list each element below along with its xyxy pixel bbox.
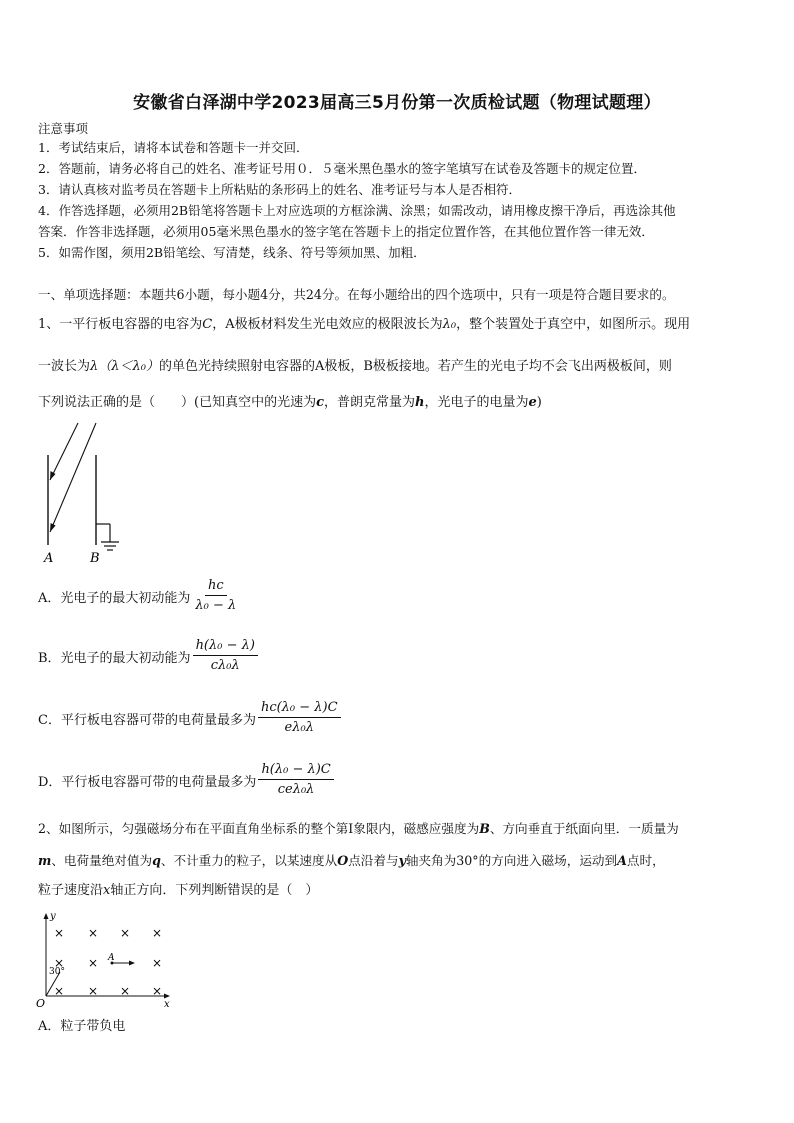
- light-ray: [50, 423, 96, 532]
- option-c[interactable]: [38, 700, 341, 736]
- fraction-denominator: eλ₀λ: [284, 720, 314, 735]
- option-b-text: B．光电子的最大初动能为: [38, 650, 191, 666]
- field-cross: ×: [88, 926, 99, 940]
- notice-item: 2．答题前，请务必将自己的姓名、准考证号用０．５毫米黑色墨水的签字笔填写在试卷及答题卡的规定位置．: [38, 161, 646, 176]
- q2-text: 轴夹角为30°的方向进入磁场，运动到: [405, 853, 618, 868]
- field-cross: ×: [88, 956, 99, 970]
- field-cross: ×: [54, 956, 65, 970]
- q2-text: 粒子速度沿: [38, 883, 104, 898]
- option-c-text: C．平行板电容器可带的电荷量最多为: [38, 712, 256, 728]
- field-cross: ×: [152, 956, 163, 970]
- q1-text: ，光电子的电量为: [424, 395, 529, 410]
- q1-text: ，普朗克常量为: [324, 395, 416, 410]
- fraction-numerator: h(λ₀ − λ)C: [258, 762, 333, 780]
- q1-text: ，整个装置处于真空中，如图所示。现用: [456, 317, 691, 332]
- q1-text: 的单色光持续照射电容器的A极板，B极板接地。若产生的光电子均不会飞出两极板间，则: [158, 359, 672, 374]
- q2-var-O: O: [337, 853, 349, 868]
- origin-label: O: [36, 997, 46, 1010]
- notice-item: 答案．作答非选择题，必须用05毫米黑色墨水的签字笔在答题卡上的指定位置作答，在其他位置作答一律无效．: [38, 224, 654, 239]
- option-c-formula: [258, 700, 341, 736]
- field-cross: ×: [120, 926, 131, 940]
- q2-line-3: [38, 882, 758, 900]
- q1-text: ): [536, 395, 542, 410]
- q1-var-C: C: [202, 317, 213, 332]
- q1-condition: （λ＜λ₀）: [98, 359, 159, 374]
- q2-var-x: x: [103, 883, 111, 898]
- notice-item: 4．作答选择题，必须用2B铅笔将答题卡上对应选项的方框涂满、涂黑；如需改动，请用橡皮擦干净后，再选涂其他: [38, 203, 676, 218]
- option-a-text: A．光电子的最大初动能为: [38, 590, 191, 606]
- q2-var-A: A: [617, 853, 627, 868]
- section-heading: 一、单项选择题：本题共6小题，每小题4分，共24分。在每小题给出的四个选项中，只有一项是符合题目要求的。: [38, 287, 675, 302]
- option-d-formula: [258, 762, 333, 798]
- q2-text: 点沿着与: [348, 853, 399, 868]
- q1-var-lambda0: λ₀: [442, 317, 457, 332]
- q2-option-a[interactable]: A．粒子带负电: [38, 1019, 126, 1034]
- q1-text: ，A极板材料发生光电效应的极限波长为: [212, 317, 443, 332]
- q1-var-e: e: [528, 395, 537, 410]
- page-title: 安徽省白泽湖中学2023届高三5月份第一次质检试题（物理试题理）: [133, 93, 661, 113]
- q2-line-2: [38, 852, 758, 870]
- fraction-numerator: hc(λ₀ − λ)C: [258, 700, 341, 718]
- fraction-denominator: ceλ₀λ: [277, 782, 315, 797]
- q2-var-B: B: [479, 821, 490, 836]
- q2-text: 、不计重力的粒子，以某速度从: [160, 853, 338, 868]
- q1-var-lambda: λ: [90, 359, 99, 374]
- field-cross: ×: [120, 984, 131, 998]
- q2-var-m: m: [38, 853, 52, 868]
- magnetic-field-figure: [36, 910, 176, 1010]
- option-a[interactable]: [38, 578, 239, 614]
- q2-text: 、方向垂直于纸面向里．一质量为: [489, 821, 679, 836]
- q2-text: 2、如图所示，匀强磁场分布在平面直角坐标系的整个第Ⅰ象限内，磁感应强度为: [38, 821, 480, 836]
- q1-text: 1、一平行板电容器的电容为: [38, 317, 203, 332]
- plate-a-label: A: [44, 551, 54, 566]
- option-b-formula: [193, 638, 258, 674]
- q1-line-2: [38, 358, 758, 376]
- field-cross: ×: [88, 984, 99, 998]
- fraction-numerator: h(λ₀ − λ): [193, 638, 258, 656]
- option-a-formula: [192, 578, 239, 614]
- fraction-denominator: λ₀ − λ: [195, 598, 237, 613]
- notice-item: 3．请认真核对监考员在答题卡上所粘贴的条形码上的姓名、准考证号与本人是否相符．: [38, 182, 521, 197]
- q1-line-3: [38, 394, 758, 412]
- exit-velocity-arrow: [129, 961, 135, 966]
- q2-text: 轴正方向．下列判断错误的是（ ）: [110, 883, 319, 898]
- angle-label: 30°: [49, 967, 65, 977]
- y-axis-arrow: [44, 913, 49, 919]
- field-cross: ×: [152, 926, 163, 940]
- notice-heading: 注意事项: [38, 121, 89, 136]
- q1-text: 下列说法正确的是（ ）(已知真空中的光速为: [38, 395, 317, 410]
- option-d-text: D．平行板电容器可带的电荷量最多为: [38, 774, 257, 790]
- q1-text: 一波长为: [38, 359, 91, 374]
- q2-text: 点时，: [626, 853, 665, 868]
- y-axis-label: y: [50, 911, 56, 922]
- fraction-numerator: hc: [205, 578, 227, 596]
- light-ray: [50, 423, 78, 480]
- field-cross: ×: [152, 984, 163, 998]
- q1-line-1: [38, 316, 758, 334]
- field-cross: ×: [54, 926, 65, 940]
- ray-arrowhead: [50, 471, 56, 480]
- q2-text: 、电荷量绝对值为: [51, 853, 153, 868]
- option-d[interactable]: [38, 762, 334, 798]
- x-axis-label: x: [164, 999, 170, 1010]
- option-b[interactable]: [38, 638, 258, 674]
- q2-var-y: y: [398, 853, 406, 868]
- point-a-label: A: [108, 953, 115, 963]
- q2-var-q: q: [152, 853, 161, 868]
- capacitor-figure: [36, 420, 136, 568]
- q1-var-c: c: [316, 395, 324, 410]
- q2-line-1: [38, 820, 758, 838]
- fraction-denominator: cλ₀λ: [210, 658, 240, 673]
- q1-var-h: h: [415, 395, 425, 410]
- notice-item: 1．考试结束后，请将本试卷和答题卡一并交回．: [38, 140, 309, 155]
- ray-arrowhead: [50, 523, 56, 532]
- plate-b-label: B: [90, 551, 100, 566]
- field-cross: ×: [54, 984, 65, 998]
- notice-item: 5．如需作图，须用2B铅笔绘、写清楚，线条、符号等须加黑、加粗．: [38, 245, 426, 260]
- x-axis-arrow: [164, 994, 170, 999]
